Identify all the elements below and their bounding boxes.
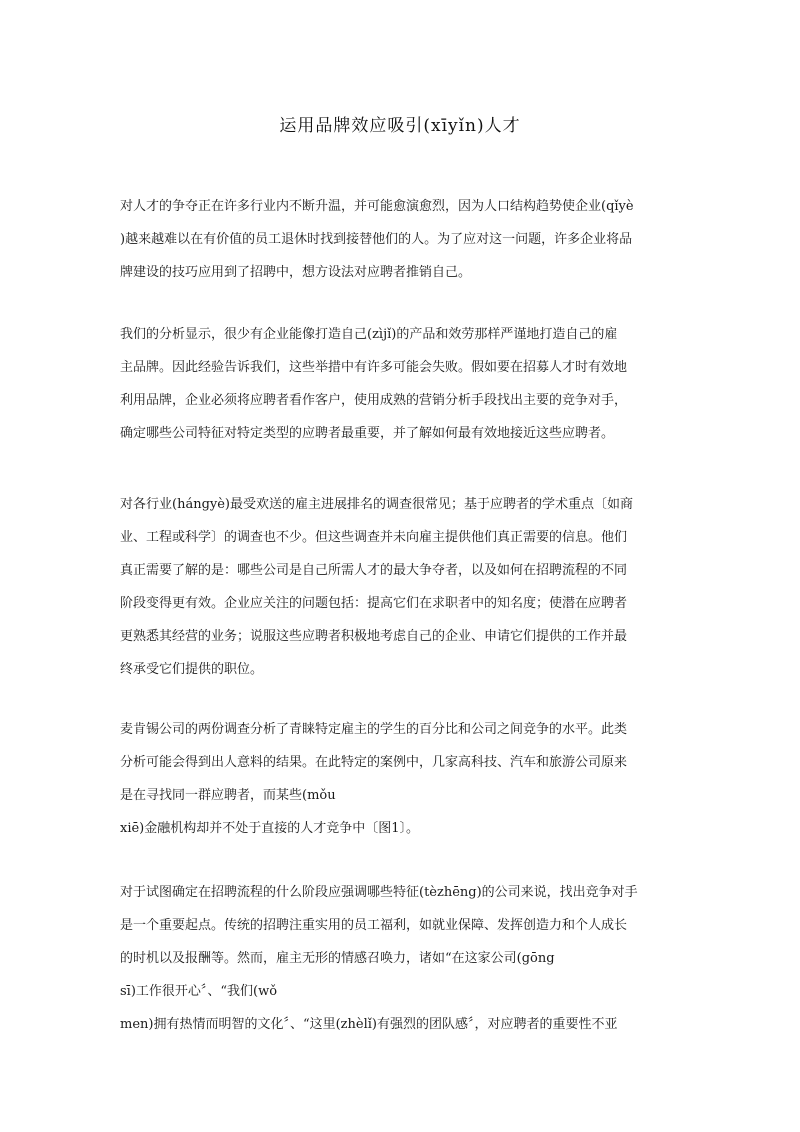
paragraph-line: 对于试图确定在招聘流程的什么阶段应强调哪些特征(tèzhēng)的公司来说，找出竞争对手 <box>120 885 638 900</box>
paragraph-line: 确定哪些公司特征对特定类型的应聘者最重要，并了解如何最有效地接近这些应聘者。 <box>120 426 615 441</box>
paragraph-line: 是在寻找同一群应聘者，而某些(mǒu <box>120 788 336 803</box>
paragraph-line: 终承受它们提供的职位。 <box>120 662 264 677</box>
paragraph-line: xiē)金融机构却并不处于直接的人才竞争中〔图1〕。 <box>120 821 420 836</box>
paragraph-line: 对人才的争夺正在许多行业内不断升温，并可能愈演愈烈，因为人口结构趋势使企业(qǐyè <box>120 199 634 214</box>
paragraph-3 <box>120 488 680 686</box>
paragraph-line: 对各行业(hángyè)最受欢送的雇主进展排名的调查很常见；基于应聘者的学术重点〔如商 <box>120 497 633 512</box>
paragraph-1 <box>120 190 680 289</box>
paragraph-2 <box>120 318 680 450</box>
paragraph-line: 麦肯锡公司的两份调查分析了青睐特定雇主的学生的百分比和公司之间竞争的水平。此类 <box>120 722 628 737</box>
paragraph-line: 业、工程或科学〕的调查也不少。但这些调查并未向雇主提供他们真正需要的信息。他们 <box>120 530 628 545</box>
document-title: 运用品牌效应吸引(xīyǐn)人才 <box>279 116 521 136</box>
paragraph-line: 牌建设的技巧应用到了招聘中，想方设法对应聘者推销自己。 <box>120 265 472 280</box>
paragraph-line: 阶段变得更有效。企业应关注的问题包括：提高它们在求职者中的知名度；使潜在应聘者 <box>120 596 628 611</box>
paragraph-line: 真正需要了解的是：哪些公司是自己所需人才的最大争夺者，以及如何在招聘流程的不同 <box>120 563 628 578</box>
paragraph-line: 是一个重要起点。传统的招聘注重实用的员工福利，如就业保障、发挥创造力和个人成长 <box>120 918 628 933</box>
paragraph-line: 主品牌。因此经验告诉我们，这些举措中有许多可能会失败。假如要在招募人才时有效地 <box>120 360 628 375</box>
paragraph-line: 利用品牌，企业必须将应聘者看作客户，使用成熟的营销分析手段找出主要的竞争对手， <box>120 393 628 408</box>
paragraph-line: 更熟悉其经营的业务；说服这些应聘者积极地考虑自己的企业、申请它们提供的工作并最 <box>120 629 628 644</box>
paragraph-line: 的时机以及报酬等。然而，雇主无形的情感召唤力，诸如“在这家公司(gōng <box>120 951 555 966</box>
paragraph-5 <box>120 876 680 1041</box>
paragraph-line: )越来越难以在有价值的员工退休时找到接替他们的人。为了应对这一问题，许多企业将品 <box>120 232 633 247</box>
paragraph-line: 我们的分析显示，很少有企业能像打造自己(zìjǐ)的产品和效劳那样严谨地打造自己的雇 <box>120 327 618 342</box>
paragraph-line: 分析可能会得到出人意料的结果。在此特定的案例中，几家高科技、汽车和旅游公司原来 <box>120 755 628 770</box>
paragraph-line: men)拥有热情而明智的文化〞、“这里(zhèlǐ)有强烈的团队感〞，对应聘者的重要性不亚 <box>120 1017 618 1032</box>
paragraph-4 <box>120 713 680 845</box>
paragraph-line: sī)工作很开心〞、“我们(wǒ <box>120 984 278 999</box>
